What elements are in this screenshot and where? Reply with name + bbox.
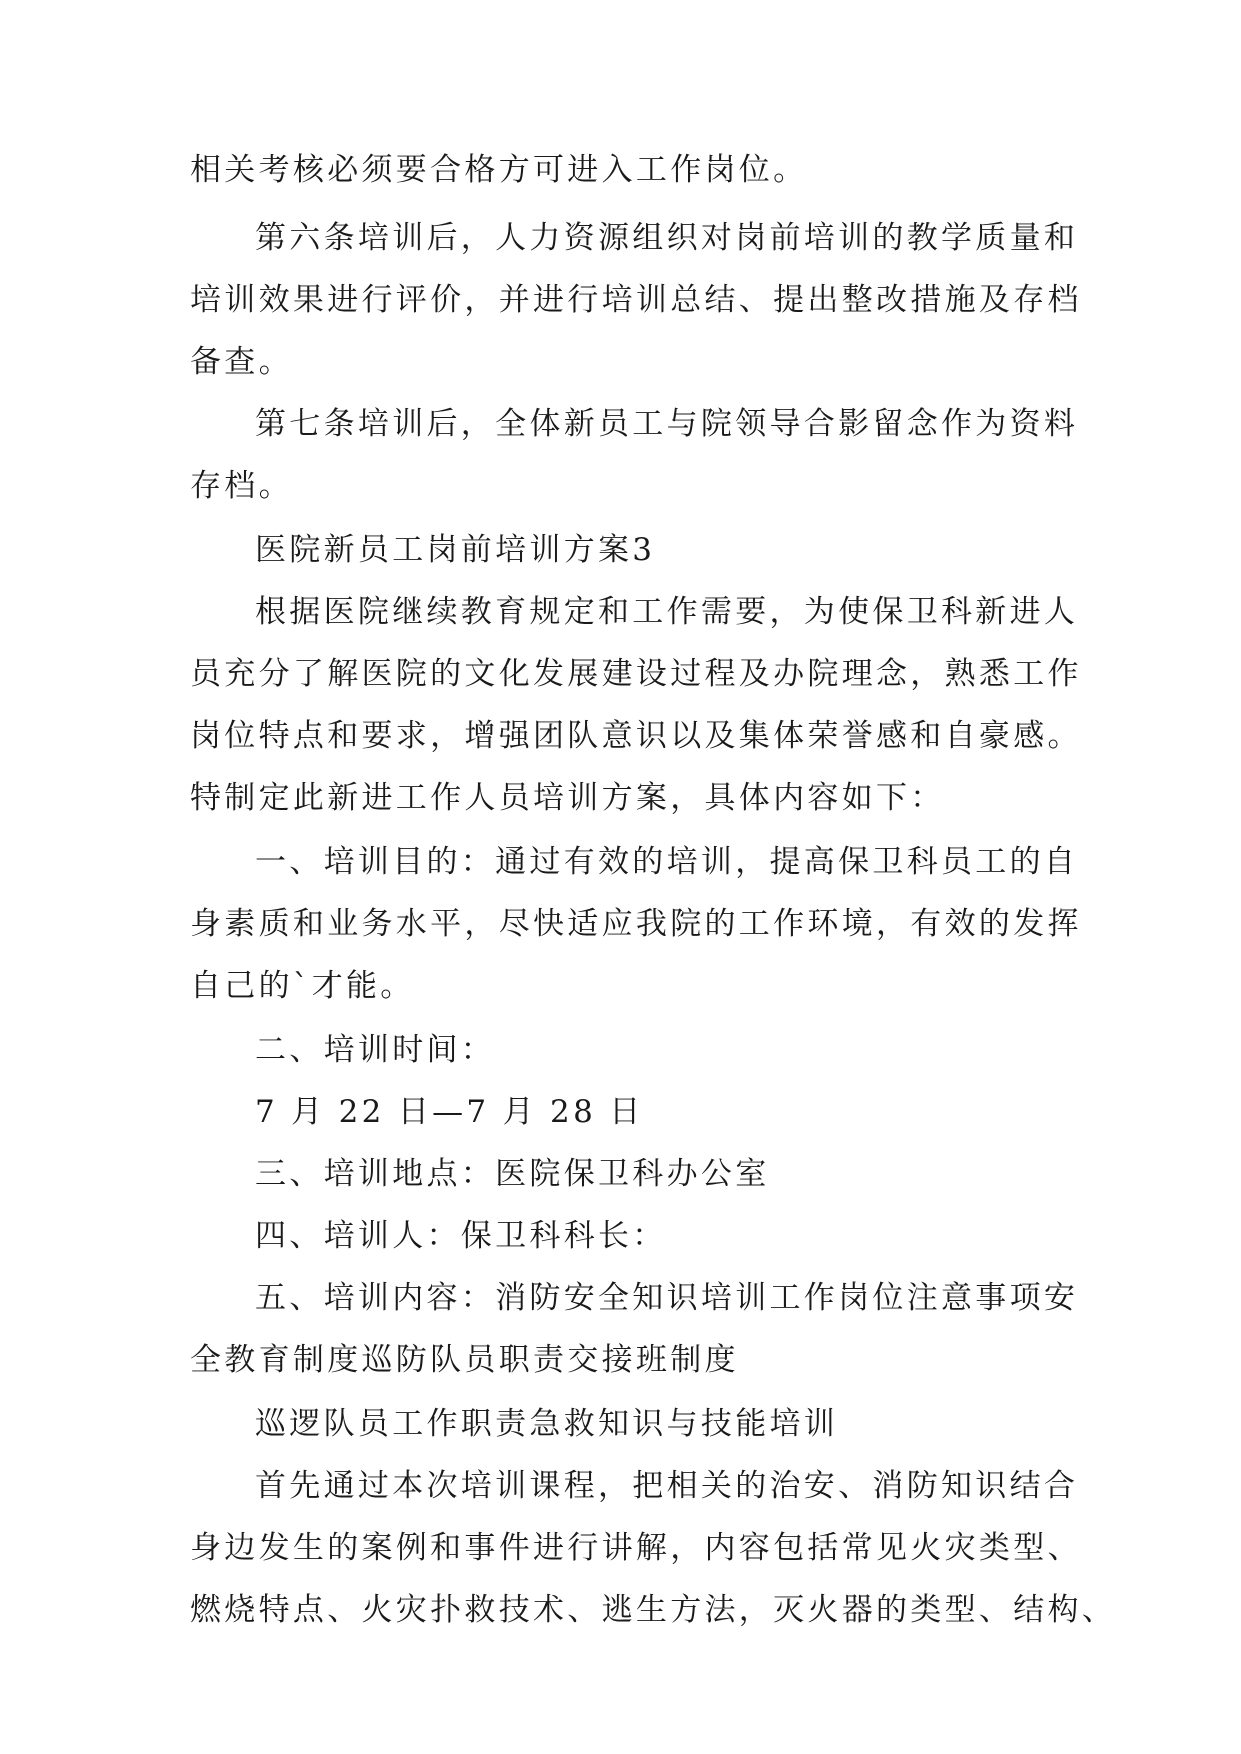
text-line: 全教育制度巡防队员职责交接班制度 — [190, 1342, 739, 1378]
text-line: 相关考核必须要合格方可进入工作岗位。 — [190, 152, 808, 188]
text-line: 燃烧特点、火灾扑救技术、逃生方法，灭火器的类型、结构、 — [190, 1592, 1117, 1628]
text-line: 特制定此新进工作人员培训方案，具体内容如下： — [190, 780, 945, 816]
text-line: 自己的`才能。 — [190, 968, 415, 1004]
text-line: 员充分了解医院的文化发展建设过程及办院理念，熟悉工作 — [190, 656, 1082, 692]
text-line: 一、培训目的：通过有效的培训，提高保卫科员工的自 — [255, 844, 1079, 880]
text-line: 备查。 — [190, 344, 293, 380]
text-line: 巡逻队员工作职责急救知识与技能培训 — [255, 1406, 839, 1442]
text-line: 首先通过本次培训课程，把相关的治安、消防知识结合 — [255, 1468, 1079, 1504]
text-line: 三、培训地点：医院保卫科办公室 — [255, 1156, 770, 1192]
text-line: 四、培训人：保卫科科长： — [255, 1218, 667, 1254]
text-line: 培训效果进行评价，并进行培训总结、提出整改措施及存档 — [190, 282, 1082, 318]
text-line: 五、培训内容：消防安全知识培训工作岗位注意事项安 — [255, 1280, 1079, 1316]
text-line: 二、培训时间： — [255, 1032, 496, 1068]
text-line: 第七条培训后，全体新员工与院领导合影留念作为资料 — [255, 406, 1079, 442]
text-line: 身素质和业务水平，尽快适应我院的工作环境，有效的发挥 — [190, 906, 1082, 942]
text-line: 根据医院继续教育规定和工作需要，为使保卫科新进人 — [255, 594, 1079, 630]
section-heading: 医院新员工岗前培训方案3 — [255, 532, 656, 568]
text-line: 岗位特点和要求，增强团队意识以及集体荣誉感和自豪感。 — [190, 718, 1082, 754]
text-line: 第六条培训后，人力资源组织对岗前培训的教学质量和 — [255, 220, 1079, 256]
text-line: 身边发生的案例和事件进行讲解，内容包括常见火灾类型、 — [190, 1530, 1082, 1566]
text-line: 存档。 — [190, 468, 293, 504]
text-line: 7 月 22 日—7 月 28 日 — [255, 1094, 644, 1130]
